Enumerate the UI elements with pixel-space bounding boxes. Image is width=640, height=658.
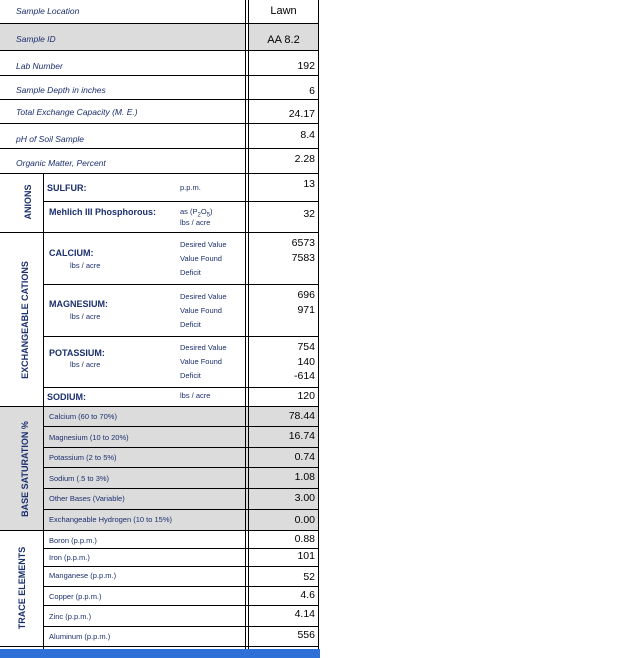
- sample-location-value: Lawn: [270, 5, 297, 17]
- potassium-found-value: 140: [297, 356, 315, 368]
- phos-unit-prefix: as (P: [180, 207, 198, 216]
- bs-other-bases-label: Other Bases (Variable): [49, 494, 125, 503]
- phosphorous-label: Mehlich III Phosphorous:: [49, 207, 157, 217]
- trace-aluminum-label: Aluminum (p.p.m.): [49, 632, 111, 641]
- bs-magnesium-value: 16.74: [288, 430, 315, 442]
- trace-boron-label: Boron (p.p.m.): [49, 536, 97, 545]
- trace-copper-label: Copper (p.p.m.): [49, 592, 102, 601]
- trace-zinc-label: Zinc (p.p.m.): [49, 612, 92, 621]
- row-line: [43, 336, 319, 337]
- calcium-desired-value: 6573: [291, 237, 315, 249]
- right-border: [318, 0, 319, 649]
- phos-unit-mid: O: [200, 207, 207, 216]
- calcium-label: CALCIUM:: [49, 248, 94, 258]
- row-line: [0, 23, 319, 24]
- row-line: [43, 566, 319, 567]
- magnesium-desired-label: Desired Value: [180, 292, 227, 301]
- potassium-deficit-value: -614: [293, 370, 315, 382]
- calcium-unit: lbs / acre: [70, 261, 101, 270]
- magnesium-deficit-label: Deficit: [180, 320, 201, 329]
- row-line: [43, 605, 319, 606]
- ph-label: pH of Soil Sample: [16, 134, 85, 144]
- row-line: [43, 467, 319, 468]
- calcium-found-label: Value Found: [180, 254, 222, 263]
- trace-manganese-value: 52: [303, 571, 315, 583]
- trace-zinc-value: 4.14: [294, 608, 315, 620]
- phos-unit-end: ): [210, 207, 213, 216]
- phos-unit-sub2: 5: [206, 212, 211, 219]
- phosphorous-unit-line2: lbs / acre: [180, 218, 211, 227]
- magnesium-found-label: Value Found: [180, 306, 222, 315]
- base-saturation-section-label: BASE SATURATION %: [20, 421, 30, 517]
- magnesium-desired-value: 696: [297, 289, 315, 301]
- bs-other-bases-value: 3.00: [294, 492, 315, 504]
- organic-matter-value: 2.28: [294, 153, 315, 165]
- bs-sodium-label: Sodium (.5 to 3%): [49, 474, 110, 483]
- bs-calcium-value: 78.44: [288, 410, 315, 422]
- sulfur-unit: p.p.m.: [180, 183, 201, 192]
- row-line: [0, 406, 319, 407]
- sodium-value: 120: [297, 390, 315, 402]
- row-line: [43, 509, 319, 510]
- row-line: [0, 232, 319, 233]
- row-line: [43, 488, 319, 489]
- sodium-label: SODIUM:: [47, 392, 86, 402]
- trace-aluminum-value: 556: [297, 629, 315, 641]
- row-line: [0, 646, 319, 647]
- sample-location-label: Sample Location: [16, 6, 80, 16]
- potassium-desired-value: 754: [297, 341, 315, 353]
- row-line: [43, 426, 319, 427]
- value-divider-1: [245, 0, 246, 649]
- row-line: [43, 284, 319, 285]
- section-divider: [43, 174, 44, 649]
- row-line: [43, 626, 319, 627]
- potassium-unit: lbs / acre: [70, 360, 101, 369]
- row-line: [43, 447, 319, 448]
- lab-number-value: 192: [297, 60, 315, 72]
- row-line: [43, 586, 319, 587]
- magnesium-label: MAGNESIUM:: [49, 299, 108, 309]
- potassium-label: POTASSIUM:: [49, 348, 105, 358]
- trace-iron-value: 101: [297, 550, 315, 562]
- sample-depth-label: Sample Depth in inches: [16, 85, 106, 95]
- trace-manganese-label: Manganese (p.p.m.): [49, 571, 117, 580]
- lab-number-label: Lab Number: [16, 61, 63, 71]
- bs-potassium-label: Potassium (2 to 5%): [49, 453, 117, 462]
- bottom-scrollbar[interactable]: [0, 649, 320, 658]
- row-line: [43, 387, 319, 388]
- magnesium-found-value: 971: [297, 304, 315, 316]
- sample-id-value: AA 8.2: [267, 34, 300, 46]
- row-line: [0, 123, 319, 124]
- sample-depth-value: 6: [309, 85, 315, 97]
- trace-boron-value: 0.88: [294, 533, 315, 545]
- trace-elements-section-label: TRACE ELEMENTS: [17, 546, 27, 630]
- value-divider-2: [248, 0, 249, 649]
- bs-sodium-value: 1.08: [294, 471, 315, 483]
- anions-section-label: ANIONS: [23, 184, 33, 220]
- organic-matter-label: Organic Matter, Percent: [16, 158, 106, 168]
- sodium-unit: lbs / acre: [180, 391, 211, 400]
- row-line: [0, 50, 319, 51]
- calcium-desired-label: Desired Value: [180, 240, 227, 249]
- sulfur-value: 13: [303, 178, 315, 190]
- phos-unit-sub1: 2: [197, 212, 201, 219]
- ph-value: 8.4: [300, 129, 315, 141]
- bs-calcium-label: Calcium (60 to 70%): [49, 412, 117, 421]
- magnesium-unit: lbs / acre: [70, 312, 101, 321]
- row-line: [0, 173, 319, 174]
- bs-potassium-value: 0.74: [294, 451, 315, 463]
- tec-value: 24.17: [288, 108, 315, 120]
- trace-copper-value: 4.6: [300, 589, 315, 601]
- bs-magnesium-label: Magnesium (10 to 20%): [49, 433, 129, 442]
- phosphorous-value: 32: [303, 208, 315, 220]
- row-line: [0, 530, 319, 531]
- calcium-found-value: 7583: [291, 252, 315, 264]
- calcium-deficit-label: Deficit: [180, 268, 201, 277]
- row-line: [0, 75, 319, 76]
- row-line: [43, 201, 319, 202]
- trace-iron-label: Iron (p.p.m.): [49, 553, 90, 562]
- sulfur-label: SULFUR:: [47, 183, 87, 193]
- potassium-found-label: Value Found: [180, 357, 222, 366]
- phosphorous-unit-line1: [180, 207, 213, 219]
- row-line: [43, 548, 319, 549]
- row-line: [0, 99, 319, 100]
- bs-hydrogen-label: Exchangeable Hydrogen (10 to 15%): [49, 515, 172, 524]
- tec-label: Total Exchange Capacity (M. E.): [16, 107, 138, 117]
- potassium-deficit-label: Deficit: [180, 371, 201, 380]
- bs-hydrogen-value: 0.00: [294, 514, 315, 526]
- potassium-desired-label: Desired Value: [180, 343, 227, 352]
- sample-id-label: Sample ID: [16, 34, 56, 44]
- row-line: [0, 148, 319, 149]
- cations-section-label: EXCHANGEABLE CATIONS: [20, 261, 30, 379]
